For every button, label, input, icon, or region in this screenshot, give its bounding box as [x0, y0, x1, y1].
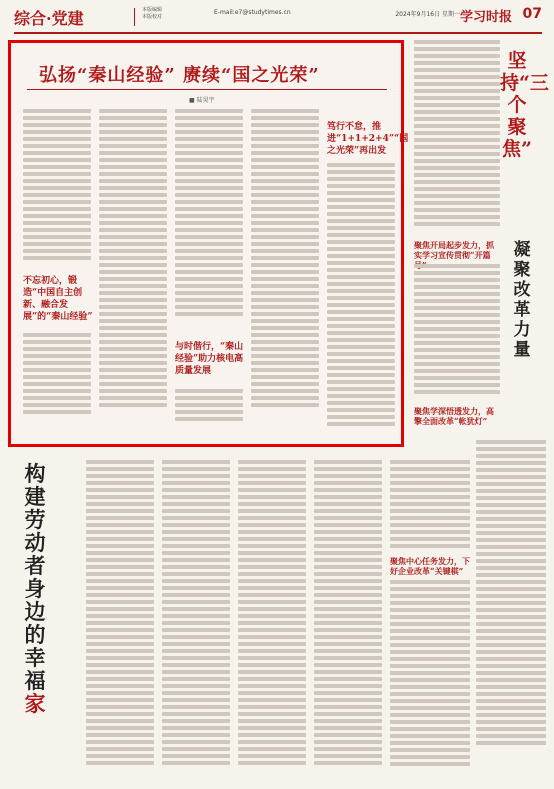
feature-title: 弘扬“秦山经验” 赓续“国之光荣” — [39, 65, 320, 86]
feature-subhead-2: 笃行不怠，推进“1+1+2+4”“国之光荣”再出发 — [327, 122, 409, 156]
byline: ■ 陆昊宇 — [189, 97, 215, 104]
article-column — [162, 460, 230, 780]
right-vertical-title-2: 凝聚改革力量 — [513, 240, 531, 360]
feature-article-box[interactable] — [8, 40, 409, 447]
article-column — [238, 460, 306, 780]
lower-vertical-title — [20, 462, 50, 715]
right-subhead-3: 聚焦中心任务发力，下好企业改革“关键棋” — [390, 556, 470, 576]
feature-subhead-1: 不忘初心，锻造“中国自主创新、融合发展”的“秦山经验” — [23, 276, 93, 322]
right-vertical-title: 坚持“三个聚焦” — [500, 50, 549, 160]
article-column — [327, 163, 395, 433]
section-title: 综合·党建 — [14, 9, 84, 28]
title-rule — [27, 89, 387, 90]
right-subhead-2: 聚焦学深悟透发力，高擎全面改革“帐犹灯” — [414, 406, 494, 426]
lower-title-main: 构建劳动者身边的幸福 — [24, 461, 46, 693]
article-column — [390, 460, 470, 556]
article-column — [476, 440, 546, 770]
article-column — [414, 40, 500, 240]
feature-subhead-3: 与时偕行，“秦山经验”助力核电高质量发展 — [175, 342, 244, 376]
masthead — [14, 4, 542, 34]
article-column — [99, 109, 167, 409]
proofreader-line: 本版校对 — [142, 14, 163, 20]
article-column — [251, 109, 319, 409]
page-number: 07 — [522, 6, 542, 22]
article-column — [86, 460, 154, 780]
issue-date: 2024年9月16日 星期一 — [395, 11, 460, 18]
editor-line: 本版编辑 — [142, 7, 163, 13]
newspaper-name: 学习时报 — [459, 10, 512, 25]
editor-info — [142, 7, 162, 21]
lower-title-accent: 家 — [24, 691, 46, 716]
masthead-divider — [134, 8, 135, 26]
article-column — [23, 333, 91, 433]
article-column — [414, 264, 500, 404]
article-column — [314, 460, 382, 780]
article-column — [390, 580, 470, 780]
email-address: E-mail:e7@studytimes.cn — [214, 9, 291, 16]
right-subhead-1: 聚焦开局起步发力，抓实学习宣传贯彻“开篇 — [414, 240, 494, 260]
article-column — [175, 389, 243, 439]
